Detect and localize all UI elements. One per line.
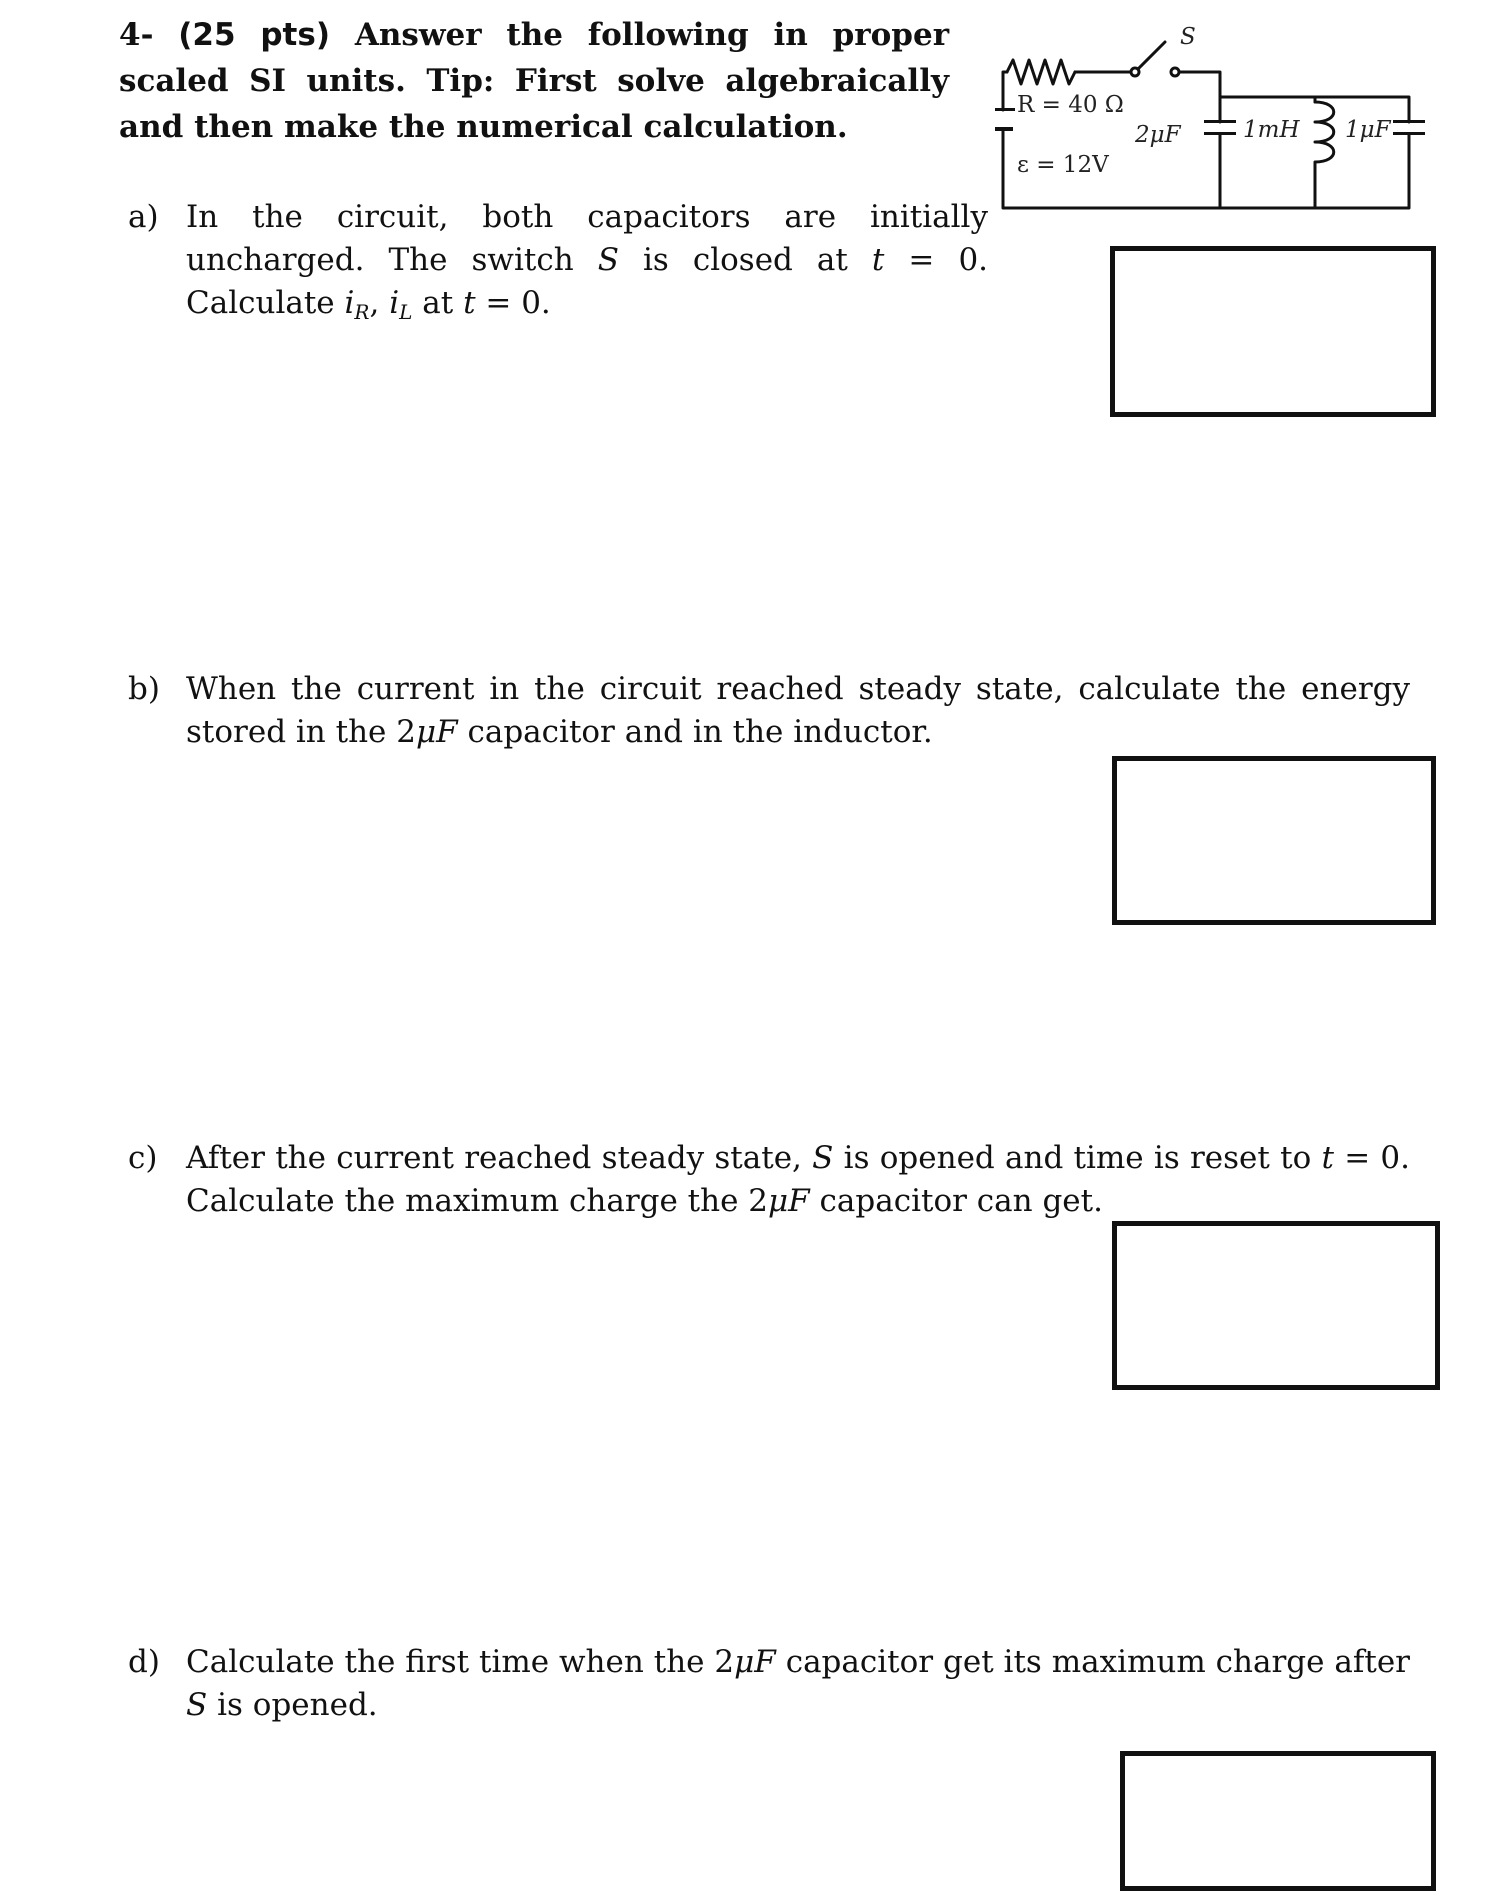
inductor-symbol <box>1315 102 1334 208</box>
capacitor-1uF-plate-bottom <box>1393 132 1425 135</box>
question-c-label: c) <box>128 1140 158 1176</box>
problem-header <box>119 12 949 150</box>
resistor-symbol <box>1007 60 1075 84</box>
question-c-text: After the current reached steady state, S is opened and time is reset to t = 0. Calculate the maximum charge the 2μF capacitor can get. <box>186 1140 1411 1219</box>
answer-box-d[interactable] <box>1120 1751 1436 1891</box>
question-d-text: Calculate the first time when the 2μF capacitor get its maximum charge after S is opened. <box>186 1644 1410 1723</box>
problem-instructions: Answer the following in proper scaled SI units. Tip: First solve algebraically and then make the numerical calculation. <box>119 17 950 145</box>
switch-terminal-left <box>1131 68 1139 76</box>
capacitor-2uF-plate-bottom <box>1204 132 1236 135</box>
switch-arm <box>1135 42 1165 72</box>
question-b-text: When the current in the circuit reached steady state, calculate the energy stored in the 2μF capacitor and in the inductor. <box>186 671 1410 750</box>
inductor-label: 1mH <box>1243 117 1300 143</box>
answer-box-c[interactable] <box>1112 1221 1440 1390</box>
answer-box-a[interactable] <box>1110 246 1436 417</box>
capacitor-1uF-plate-top <box>1393 120 1425 123</box>
switch-label: S <box>1180 24 1196 50</box>
question-b-label: b) <box>128 671 160 707</box>
answer-box-b[interactable] <box>1112 756 1436 925</box>
problem-points: (25 pts) <box>178 17 330 53</box>
circuit-diagram <box>995 22 1445 214</box>
emf-label: ε = 12V <box>1017 152 1109 178</box>
question-b <box>128 668 1410 754</box>
question-d <box>128 1641 1410 1727</box>
wire-left-upper <box>1003 72 1007 110</box>
wire-top-rail <box>1175 72 1409 122</box>
resistor-label: R = 40 Ω <box>1017 92 1124 118</box>
problem-number: 4- <box>119 17 154 53</box>
switch-terminal-right <box>1171 68 1179 76</box>
question-a-text: In the circuit, both capacitors are initially uncharged. The switch S is closed at t = 0. Calculate $i_R$, $i_L$ at t = 0. <box>186 199 989 324</box>
question-d-label: d) <box>128 1644 160 1680</box>
question-a <box>128 196 988 325</box>
battery-plate-short <box>995 127 1013 131</box>
capacitor-2uF-plate-top <box>1204 120 1236 123</box>
question-c <box>128 1137 1410 1223</box>
capacitor-1uF-label: 1μF <box>1345 117 1391 143</box>
capacitor-2uF-label: 2μF <box>1135 122 1181 148</box>
question-a-label: a) <box>128 199 159 235</box>
